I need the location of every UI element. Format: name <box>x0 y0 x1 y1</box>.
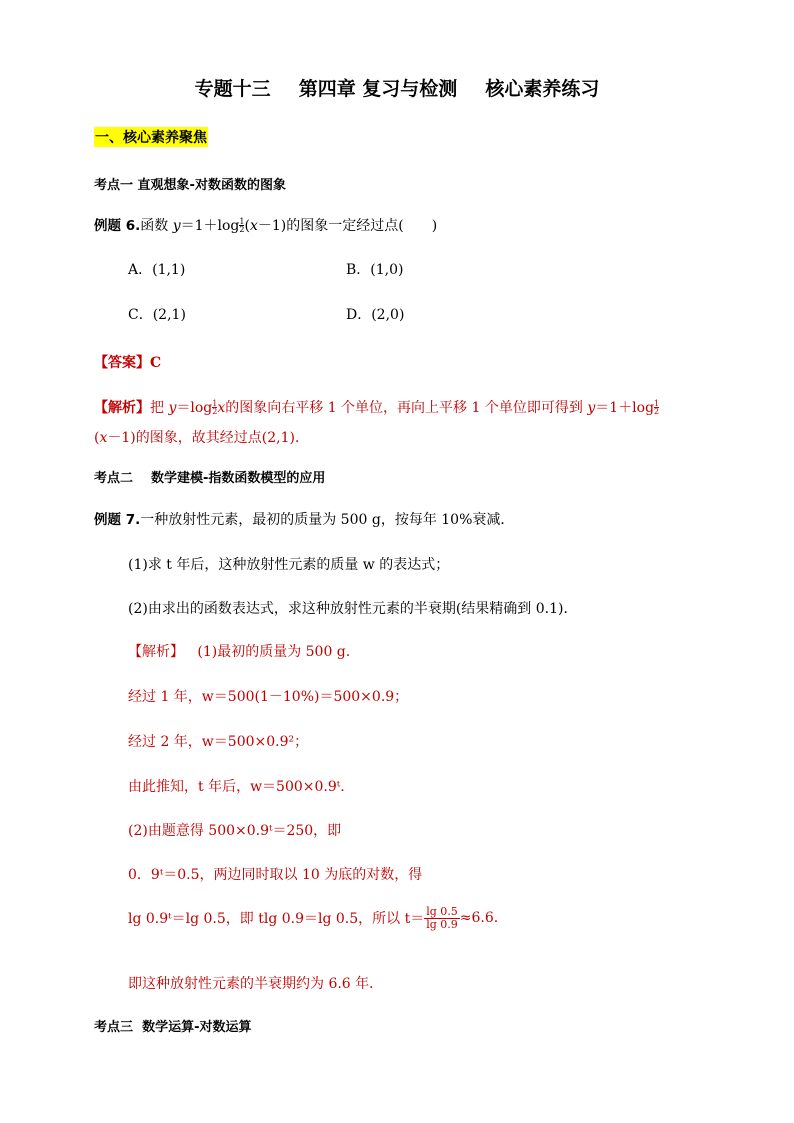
ex7-s7-post: ≈6.6. <box>459 910 499 927</box>
ex6-answer-value: C <box>150 355 162 371</box>
ex7-s4: 由此推知，t 年后，w＝500×0.9ᵗ. <box>128 779 345 795</box>
point2-heading <box>94 467 325 486</box>
ex6-analysis-mid: 的图象向右平移 1 个单位，再向上平移 1 个单位即可得到 <box>225 400 588 416</box>
ex7-analysis-label: 【解析】 <box>128 644 184 660</box>
ex7-s6: 0．9ᵗ＝0.5，两边同时取以 10 为底的对数，得 <box>128 867 423 883</box>
point3-label: 考点三 <box>94 1020 134 1035</box>
ex7-s3: 经过 2 年，w＝500×0.9²； <box>128 734 309 750</box>
ex6-option-a: A．(1,1) <box>128 262 186 278</box>
point3-text: 数学运算-对数运算 <box>142 1020 252 1035</box>
ex6-option-c: C．(2,1) <box>128 307 186 323</box>
ex7-s7-pre: lg 0.9ᵗ＝lg 0.5，即 tlg 0.9＝lg 0.5，所以 t＝ <box>128 911 425 928</box>
ex7-s1: (1)最初的质量为 500 g. <box>197 644 351 660</box>
ex7-fraction-numerator: lg 0.5 <box>426 905 458 918</box>
ex7-stem-text: 一种放射性元素，最初的质量为 500 g，按每年 10%衰减． <box>140 512 515 528</box>
title-chapter: 第四章 复习与检测 <box>298 78 458 100</box>
ex7-q2: (2)由求出的函数表达式，求这种放射性元素的半衰期(结果精确到 0.1)． <box>128 601 578 617</box>
ex7-s8: 即这种放射性元素的半衰期约为 6.6 年． <box>128 976 384 992</box>
ex6-analysis-line2-text: 的图象，故其经过点(2,1)． <box>135 430 309 446</box>
ex6-stem-pre: 函数 <box>140 218 173 234</box>
ex6-analysis-line1 <box>94 397 659 417</box>
point1-text: 直观想象-对数函数的图象 <box>137 178 286 193</box>
ex6-option-d: D．(2,0) <box>346 307 405 323</box>
ex6-analysis-formula2: y＝1＋log $\frac{1}{2}$ <box>587 398 660 416</box>
ex7-s5: (2)由题意得 500×0.9ᵗ＝250，即 <box>128 823 342 839</box>
ex7-s2: 经过 1 年，w＝500(1－10%)＝500×0.9； <box>128 689 409 705</box>
ex7-q1: (1)求 t 年后，这种放射性元素的质量 w 的表达式； <box>128 557 450 573</box>
ex7-fraction <box>424 906 460 930</box>
ex7-stem <box>94 508 514 529</box>
page-title <box>0 74 794 101</box>
ex6-answer <box>94 352 161 372</box>
ex7-fraction-denominator: lg 0.9 <box>426 917 458 931</box>
ex6-label: 例题 6. <box>94 218 141 234</box>
ex6-stem <box>94 214 437 235</box>
ex6-analysis-formula1: y＝log $\frac{1}{2}$ x <box>168 398 226 416</box>
ex6-stem-post: 的图象一定经过点( ) <box>286 218 438 234</box>
ex6-option-b: B．(1,0) <box>346 262 404 278</box>
point1-heading <box>94 174 286 193</box>
ex7-label: 例题 7. <box>94 512 141 528</box>
ex6-formula: y＝1＋log $\frac{1}{2}$ (x－1) <box>172 216 287 234</box>
title-topic: 专题十三 <box>194 78 271 100</box>
ex6-analysis-line2: (x－1)的图象，故其经过点(2,1)． <box>94 430 309 446</box>
ex7-solution-1 <box>128 641 350 661</box>
point3-heading <box>94 1016 251 1035</box>
ex6-analysis-pre: 把 <box>150 400 169 416</box>
point2-text: 数学建模-指数函数模型的应用 <box>151 471 326 486</box>
section-heading: 一、核心素养聚焦 <box>94 127 208 147</box>
title-practice: 核心素养练习 <box>485 78 600 100</box>
ex6-answer-label: 【答案】 <box>94 355 150 371</box>
point2-label: 考点二 <box>94 471 134 486</box>
ex6-analysis-label: 【解析】 <box>94 400 150 416</box>
point1-label: 考点一 <box>94 178 134 193</box>
ex7-s7 <box>128 906 498 930</box>
